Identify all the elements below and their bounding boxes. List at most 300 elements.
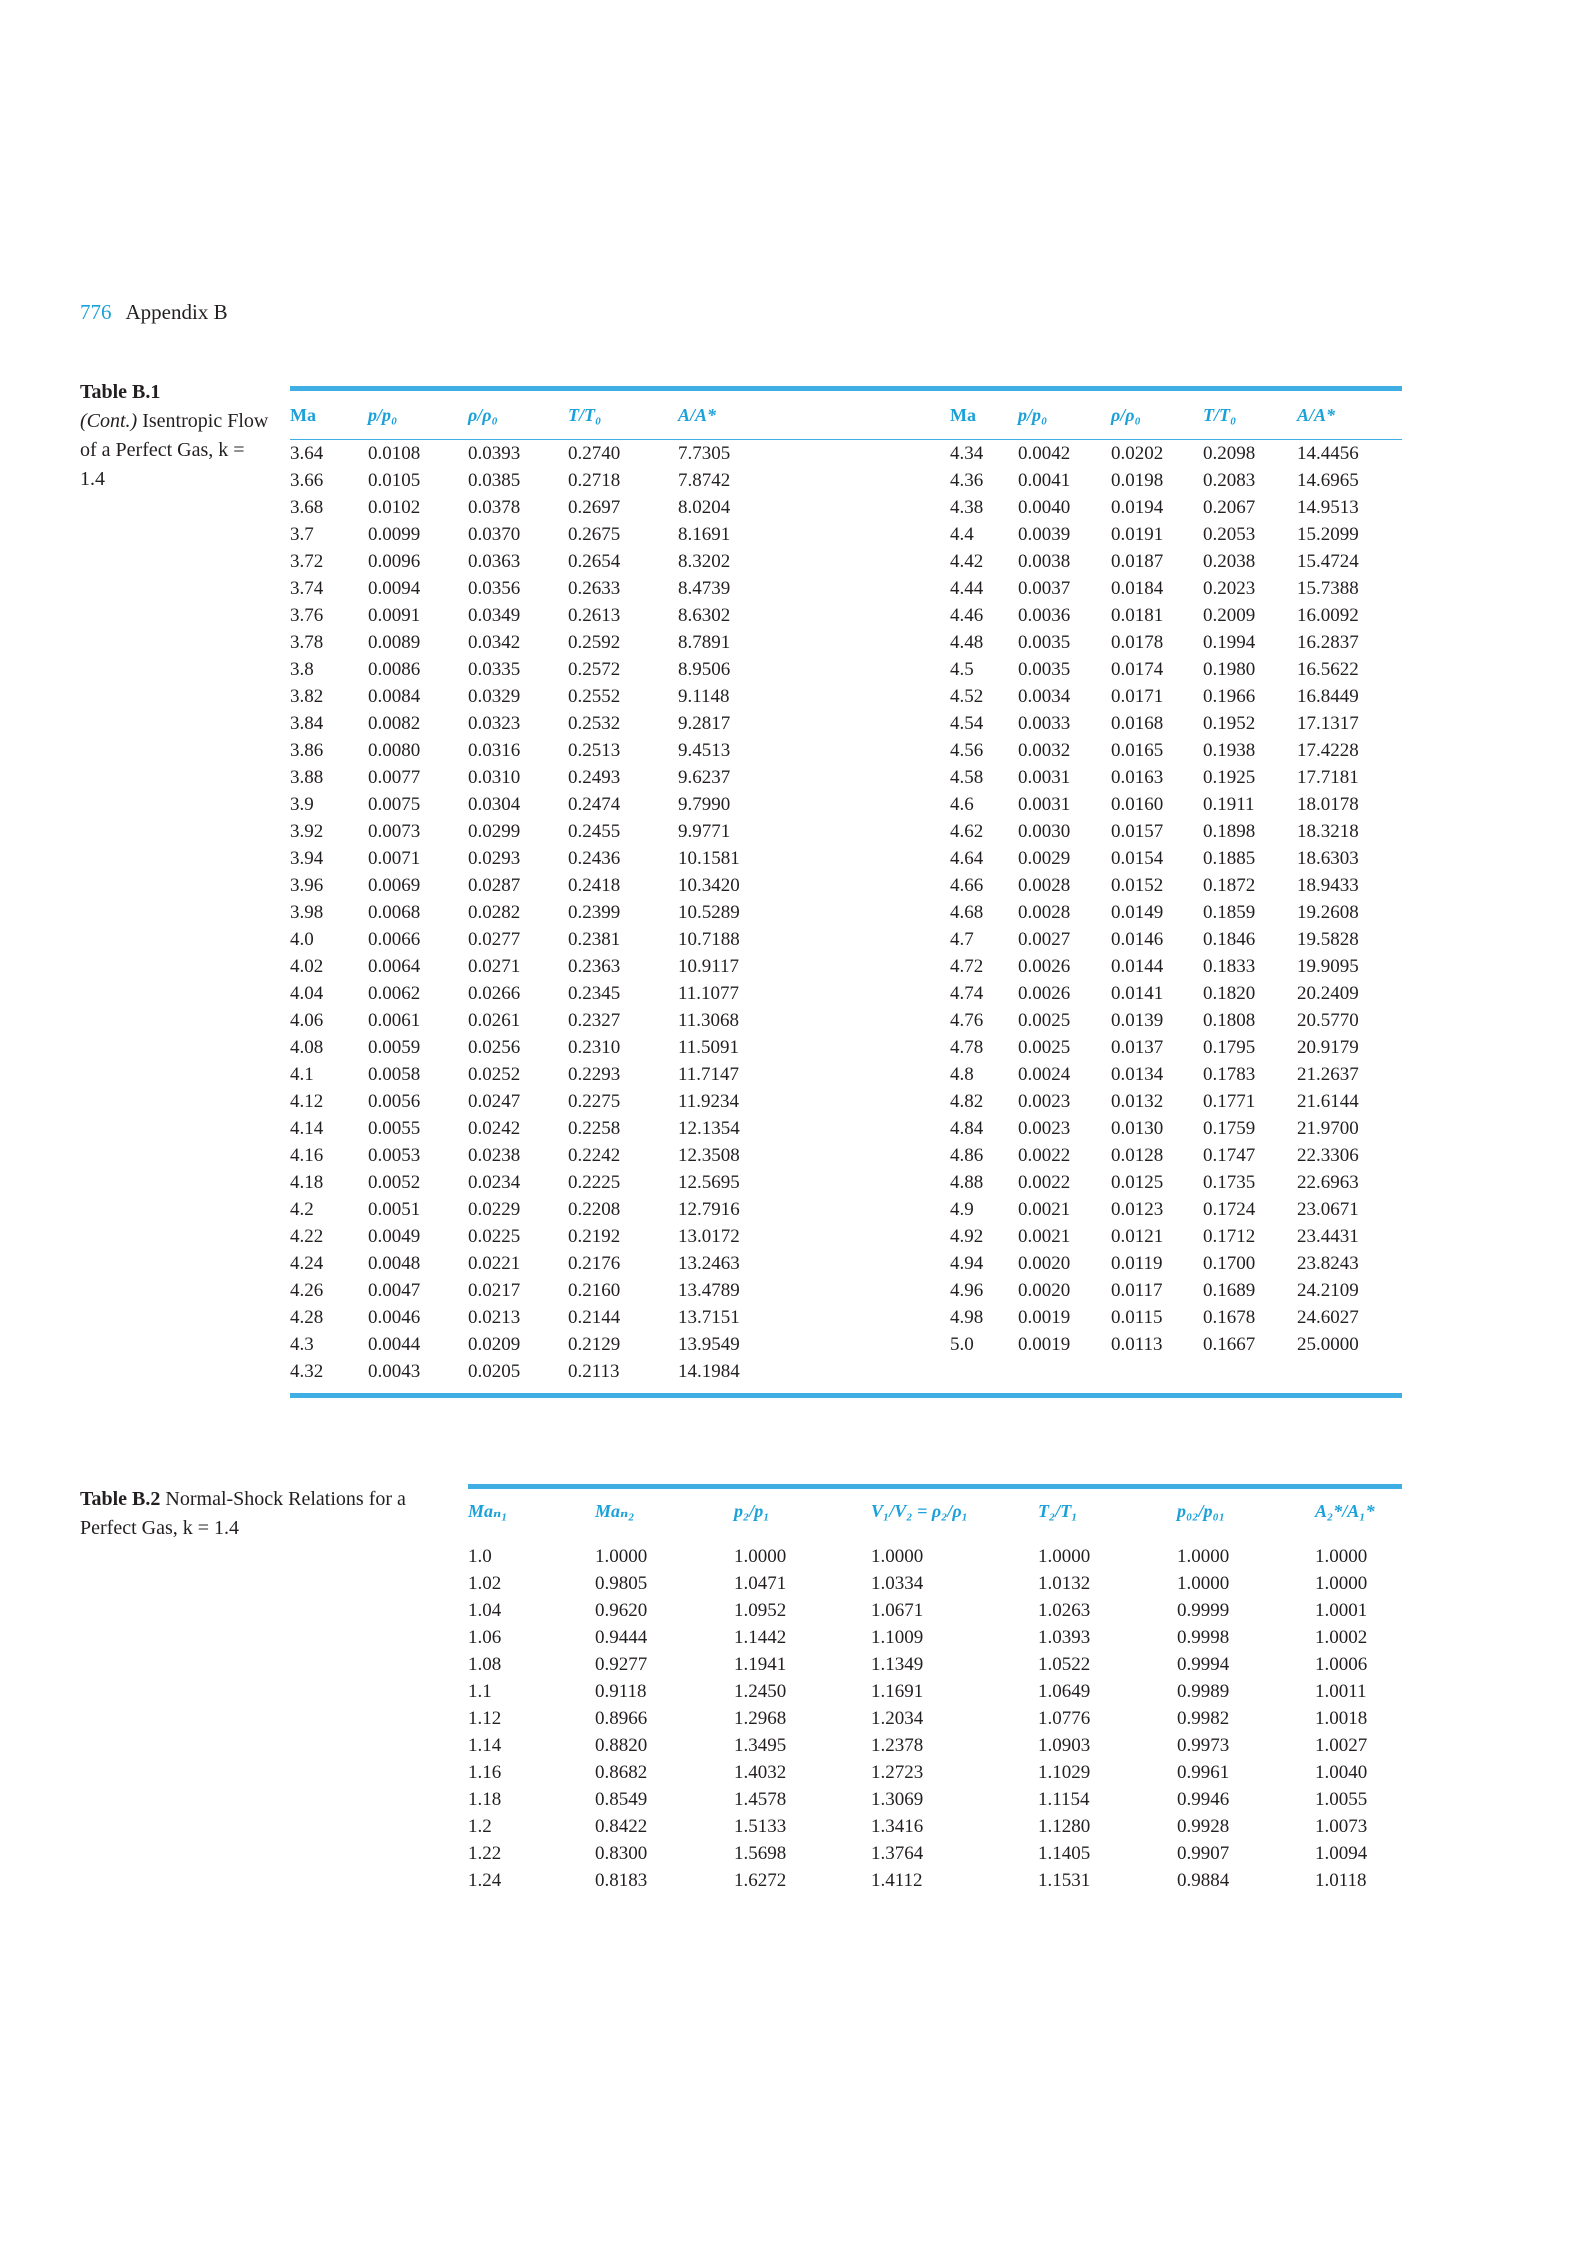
table-cell: 0.1820 (1203, 982, 1256, 1004)
table-row (290, 602, 950, 629)
table-cell: 1.3495 (734, 1734, 787, 1756)
table-cell: 10.7188 (678, 928, 740, 950)
table-cell: 4.54 (950, 712, 984, 734)
table-row (950, 548, 1402, 575)
column-header: T₂/T₁ (1038, 1487, 1177, 1534)
table-row (950, 1142, 1402, 1169)
table-cell: 8.4739 (678, 577, 731, 599)
table-cell: 0.2613 (568, 604, 621, 626)
table-cell: 0.0165 (1111, 739, 1164, 761)
table-row (950, 1061, 1402, 1088)
table-cell: 10.5289 (678, 901, 740, 923)
table-cell: 0.0032 (1018, 739, 1071, 761)
table-cell: 0.0019 (1018, 1306, 1071, 1328)
table-cell: 4.98 (950, 1306, 984, 1328)
table-row (950, 1169, 1402, 1196)
table-cell: 0.0266 (468, 982, 521, 1004)
table-cell: 0.0271 (468, 955, 521, 977)
table-row (468, 1651, 1402, 1678)
table-cell: 4.38 (950, 496, 984, 518)
table-cell: 0.1771 (1203, 1090, 1256, 1112)
table-cell: 1.0000 (595, 1545, 648, 1567)
table-cell: 12.5695 (678, 1171, 740, 1193)
table-cell: 0.0134 (1111, 1063, 1164, 1085)
table-cell: 1.0671 (871, 1599, 924, 1621)
table-row (950, 629, 1402, 656)
table-cell: 4.26 (290, 1279, 324, 1301)
table-cell: 1.4112 (871, 1869, 923, 1891)
column-header: ρ/ρ₀ (1111, 389, 1203, 440)
table-cell: 0.0356 (468, 577, 521, 599)
table-b1-bottom-rule (290, 1393, 1402, 1398)
table-cell: 1.1280 (1038, 1815, 1091, 1837)
table-cell: 0.0225 (468, 1225, 521, 1247)
table-cell: 4.76 (950, 1009, 984, 1031)
table-cell: 0.0062 (368, 982, 421, 1004)
table-cell: 16.8449 (1297, 685, 1359, 707)
table-row (950, 683, 1402, 710)
table-row (290, 899, 950, 926)
table-cell: 0.1712 (1203, 1225, 1256, 1247)
table-cell: 1.0055 (1315, 1788, 1368, 1810)
table-row (290, 845, 950, 872)
table-cell: 0.0141 (1111, 982, 1164, 1004)
table-cell: 4.96 (950, 1279, 984, 1301)
table-cell: 20.5770 (1297, 1009, 1359, 1031)
column-header: V₁/V₂ = ρ₂/ρ₁ (871, 1487, 1038, 1534)
table-row (950, 440, 1402, 468)
column-header: p₀₂/p₀₁ (1177, 1487, 1315, 1534)
table-row (950, 899, 1402, 926)
table-cell: 4.86 (950, 1144, 984, 1166)
table-cell: 1.2968 (734, 1707, 787, 1729)
table-cell: 0.0048 (368, 1252, 421, 1274)
table-cell: 1.2 (468, 1815, 492, 1837)
table-cell: 1.14 (468, 1734, 502, 1756)
table-cell: 0.0020 (1018, 1252, 1071, 1274)
table-cell: 0.2192 (568, 1225, 621, 1247)
table-cell: 1.3764 (871, 1842, 924, 1864)
table-cell: 0.0163 (1111, 766, 1164, 788)
table-cell: 0.0035 (1018, 631, 1071, 653)
table-cell: 0.0053 (368, 1144, 421, 1166)
table-cell: 1.0000 (1315, 1545, 1368, 1567)
table-cell: 0.1808 (1203, 1009, 1256, 1031)
table-cell: 0.0130 (1111, 1117, 1164, 1139)
table-cell: 0.1938 (1203, 739, 1256, 761)
table-row (468, 1732, 1402, 1759)
table-cell: 1.1 (468, 1680, 492, 1702)
table-row (290, 818, 950, 845)
table-cell: 0.0043 (368, 1360, 421, 1382)
table-cell: 17.7181 (1297, 766, 1359, 788)
table-cell: 18.0178 (1297, 793, 1359, 815)
table-cell: 16.5622 (1297, 658, 1359, 680)
table-cell: 10.3420 (678, 874, 740, 896)
table-row (468, 1867, 1402, 1894)
table-cell: 0.0022 (1018, 1171, 1071, 1193)
table-cell: 1.12 (468, 1707, 502, 1729)
table-cell: 0.0154 (1111, 847, 1164, 869)
table-row (290, 1034, 950, 1061)
column-header: p/p₀ (1018, 389, 1111, 440)
table-cell: 4.4 (950, 523, 974, 545)
table-cell: 0.2023 (1203, 577, 1256, 599)
table-cell: 0.0038 (1018, 550, 1071, 572)
table-cell: 0.0023 (1018, 1117, 1071, 1139)
table-cell: 3.92 (290, 820, 324, 842)
table-row (290, 1250, 950, 1277)
table-cell: 14.9513 (1297, 496, 1359, 518)
table-cell: 0.1952 (1203, 712, 1256, 734)
table-row (950, 872, 1402, 899)
table-cell: 0.0024 (1018, 1063, 1071, 1085)
table-row (290, 872, 950, 899)
table-cell: 0.0091 (368, 604, 421, 626)
table-row (950, 845, 1402, 872)
table-cell: 0.2697 (568, 496, 621, 518)
table-b1-caption (80, 378, 270, 494)
table-cell: 4.94 (950, 1252, 984, 1274)
table-cell: 24.6027 (1297, 1306, 1359, 1328)
table-cell: 4.2 (290, 1198, 314, 1220)
table-cell: 22.6963 (1297, 1171, 1359, 1193)
table-cell: 0.0349 (468, 604, 521, 626)
table-row (290, 1061, 950, 1088)
table-cell: 0.0242 (468, 1117, 521, 1139)
table-row (950, 656, 1402, 683)
table-cell: 0.0198 (1111, 469, 1164, 491)
table-cell: 0.0061 (368, 1009, 421, 1031)
table-row (290, 1331, 950, 1358)
table-cell: 3.86 (290, 739, 324, 761)
table-cell: 0.0073 (368, 820, 421, 842)
table-row (950, 764, 1402, 791)
table-row (950, 953, 1402, 980)
table-row (468, 1570, 1402, 1597)
table-cell: 0.2436 (568, 847, 621, 869)
table-cell: 0.8300 (595, 1842, 648, 1864)
table-cell: 5.0 (950, 1333, 974, 1355)
table-cell: 0.0293 (468, 847, 521, 869)
table-cell: 0.9982 (1177, 1707, 1230, 1729)
table-cell: 4.7 (950, 928, 974, 950)
column-header: Ma (950, 389, 1018, 440)
table-row (950, 1331, 1402, 1358)
table-row (290, 521, 950, 548)
table-cell: 21.9700 (1297, 1117, 1359, 1139)
table-cell: 1.2450 (734, 1680, 787, 1702)
table-cell: 18.9433 (1297, 874, 1359, 896)
table-cell: 0.0094 (368, 577, 421, 599)
table-cell: 3.82 (290, 685, 324, 707)
table-cell: 0.0056 (368, 1090, 421, 1112)
table-cell: 0.8966 (595, 1707, 648, 1729)
table-cell: 19.5828 (1297, 928, 1359, 950)
table-cell: 16.0092 (1297, 604, 1359, 626)
table-cell: 0.0031 (1018, 793, 1071, 815)
table-cell: 3.7 (290, 523, 314, 545)
table-cell: 0.2225 (568, 1171, 621, 1193)
table-cell: 4.84 (950, 1117, 984, 1139)
table-cell: 1.0649 (1038, 1680, 1091, 1702)
table-cell: 0.0080 (368, 739, 421, 761)
table-cell: 15.2099 (1297, 523, 1359, 545)
table-cell: 4.6 (950, 793, 974, 815)
table-cell: 0.0205 (468, 1360, 521, 1382)
table-row (950, 494, 1402, 521)
table-cell: 0.9973 (1177, 1734, 1230, 1756)
column-header: p₂/p₁ (734, 1487, 871, 1534)
table-row (290, 1115, 950, 1142)
table-row (290, 440, 950, 468)
table-cell: 4.08 (290, 1036, 324, 1058)
table-cell: 0.0149 (1111, 901, 1164, 923)
table-cell: 0.2455 (568, 820, 621, 842)
table-row (290, 1304, 950, 1331)
table-cell: 0.0144 (1111, 955, 1164, 977)
table-cell: 0.2208 (568, 1198, 621, 1220)
table-cell: 1.1442 (734, 1626, 787, 1648)
table-cell: 1.0263 (1038, 1599, 1091, 1621)
table-cell: 0.1783 (1203, 1063, 1256, 1085)
table-cell: 8.7891 (678, 631, 731, 653)
table-cell: 4.18 (290, 1171, 324, 1193)
table-cell: 0.0077 (368, 766, 421, 788)
table-cell: 0.0329 (468, 685, 521, 707)
table-cell: 0.0052 (368, 1171, 421, 1193)
column-header: T/T₀ (1203, 389, 1297, 440)
table-cell: 0.1925 (1203, 766, 1256, 788)
table-cell: 1.0000 (1177, 1545, 1230, 1567)
table-cell: 18.3218 (1297, 820, 1359, 842)
table-cell: 0.0191 (1111, 523, 1164, 545)
table-cell: 1.0 (468, 1545, 492, 1567)
table-cell: 0.1885 (1203, 847, 1256, 869)
table-cell: 15.7388 (1297, 577, 1359, 599)
table-cell: 0.1747 (1203, 1144, 1256, 1166)
table-cell: 0.0071 (368, 847, 421, 869)
table-cell: 0.2176 (568, 1252, 621, 1274)
table-cell: 0.1724 (1203, 1198, 1256, 1220)
table-cell: 0.0123 (1111, 1198, 1164, 1220)
table-cell: 4.64 (950, 847, 984, 869)
table-cell: 0.0113 (1111, 1333, 1163, 1355)
table-cell: 13.9549 (678, 1333, 740, 1355)
table-cell: 17.4228 (1297, 739, 1359, 761)
table-cell: 4.14 (290, 1117, 324, 1139)
column-header: T/T₀ (568, 389, 678, 440)
table-cell: 4.66 (950, 874, 984, 896)
table-cell: 1.2378 (871, 1734, 924, 1756)
table-cell: 0.0040 (1018, 496, 1071, 518)
table-row (950, 1250, 1402, 1277)
table-cell: 0.0132 (1111, 1090, 1164, 1112)
table-cell: 0.2327 (568, 1009, 621, 1031)
table-row (468, 1678, 1402, 1705)
table-cell: 0.0117 (1111, 1279, 1163, 1301)
table-cell: 1.0000 (1038, 1545, 1091, 1567)
table-cell: 0.2275 (568, 1090, 621, 1112)
table-cell: 1.1941 (734, 1653, 787, 1675)
table-cell: 1.16 (468, 1761, 502, 1783)
table-cell: 0.0160 (1111, 793, 1164, 815)
table-row (468, 1597, 1402, 1624)
table-cell: 0.0287 (468, 874, 521, 896)
table-cell: 0.0044 (368, 1333, 421, 1355)
table-cell: 0.0031 (1018, 766, 1071, 788)
table-cell: 1.0471 (734, 1572, 787, 1594)
table-cell: 1.1531 (1038, 1869, 1091, 1891)
table-cell: 0.8422 (595, 1815, 648, 1837)
table-cell: 4.56 (950, 739, 984, 761)
table-cell: 1.2034 (871, 1707, 924, 1729)
table-cell: 22.3306 (1297, 1144, 1359, 1166)
table-cell: 0.0277 (468, 928, 521, 950)
table-cell: 0.0069 (368, 874, 421, 896)
table-cell: 0.0316 (468, 739, 521, 761)
table-cell: 0.0086 (368, 658, 421, 680)
table-row (468, 1705, 1402, 1732)
table-cell: 14.6965 (1297, 469, 1359, 491)
table-row (290, 1088, 950, 1115)
table-cell: 0.0121 (1111, 1225, 1164, 1247)
table-cell: 0.0059 (368, 1036, 421, 1058)
table-cell: 0.0181 (1111, 604, 1164, 626)
table-cell: 0.0323 (468, 712, 521, 734)
table-cell: 4.42 (950, 550, 984, 572)
table-cell: 0.0261 (468, 1009, 521, 1031)
header-row (290, 389, 950, 440)
column-header: ρ/ρ₀ (468, 389, 568, 440)
table-cell: 0.0209 (468, 1333, 521, 1355)
table-cell: 1.0393 (1038, 1626, 1091, 1648)
table-cell: 1.0018 (1315, 1707, 1368, 1729)
table-cell: 1.0952 (734, 1599, 787, 1621)
table-cell: 1.08 (468, 1653, 502, 1675)
table-row (950, 1304, 1402, 1331)
table-row (290, 1277, 950, 1304)
table-cell: 0.0049 (368, 1225, 421, 1247)
table-row (290, 467, 950, 494)
table-cell: 0.1966 (1203, 685, 1256, 707)
table-cell: 0.2718 (568, 469, 621, 491)
table-row (950, 575, 1402, 602)
table-cell: 4.72 (950, 955, 984, 977)
table-cell: 4.88 (950, 1171, 984, 1193)
table-cell: 0.9928 (1177, 1815, 1230, 1837)
table-cell: 0.0033 (1018, 712, 1071, 734)
table-cell: 0.0108 (368, 442, 421, 464)
table-row (290, 1223, 950, 1250)
table-cell: 0.0304 (468, 793, 521, 815)
table-cell: 1.0000 (1177, 1572, 1230, 1594)
table-cell: 0.2654 (568, 550, 621, 572)
table-cell: 1.0522 (1038, 1653, 1091, 1675)
table-cell: 12.3508 (678, 1144, 740, 1166)
table-cell: 0.0042 (1018, 442, 1071, 464)
table-row (950, 1277, 1402, 1304)
table-cell: 4.48 (950, 631, 984, 653)
table-cell: 1.0776 (1038, 1707, 1091, 1729)
table-cell: 0.0342 (468, 631, 521, 653)
table-cell: 0.1872 (1203, 874, 1256, 896)
column-header: Ma (290, 389, 368, 440)
table-cell: 1.4032 (734, 1761, 787, 1783)
table-row (290, 683, 950, 710)
header-row (950, 389, 1402, 440)
table-cell: 0.2113 (568, 1360, 620, 1382)
table-cell: 4.8 (950, 1063, 974, 1085)
table-cell: 1.5133 (734, 1815, 787, 1837)
table-cell: 0.2310 (568, 1036, 621, 1058)
table-cell: 1.0903 (1038, 1734, 1091, 1756)
table-cell: 4.34 (950, 442, 984, 464)
table-cell: 0.0025 (1018, 1009, 1071, 1031)
table-cell: 4.24 (290, 1252, 324, 1274)
table-cell: 0.0039 (1018, 523, 1071, 545)
table-cell: 0.0028 (1018, 874, 1071, 896)
table-cell: 4.06 (290, 1009, 324, 1031)
table-cell: 1.0000 (1315, 1572, 1368, 1594)
table-cell: 0.0028 (1018, 901, 1071, 923)
table-row (468, 1624, 1402, 1651)
table-cell: 0.0058 (368, 1063, 421, 1085)
table-cell: 9.6237 (678, 766, 731, 788)
table-cell: 3.88 (290, 766, 324, 788)
table-cell: 0.0096 (368, 550, 421, 572)
table-row (290, 1007, 950, 1034)
table-cell: 1.0011 (1315, 1680, 1367, 1702)
table-cell: 8.1691 (678, 523, 731, 545)
table-cell: 11.9234 (678, 1090, 740, 1112)
table-cell: 1.2723 (871, 1761, 924, 1783)
table-cell: 0.9999 (1177, 1599, 1230, 1621)
table-cell: 0.1795 (1203, 1036, 1256, 1058)
table-cell: 0.0299 (468, 820, 521, 842)
table-row (468, 1813, 1402, 1840)
table-cell: 1.0002 (1315, 1626, 1368, 1648)
table-cell: 1.0334 (871, 1572, 924, 1594)
table-cell: 9.4513 (678, 739, 731, 761)
table-cell: 1.06 (468, 1626, 502, 1648)
table-cell: 0.0035 (1018, 658, 1071, 680)
table-cell: 10.1581 (678, 847, 740, 869)
table-cell: 4.12 (290, 1090, 324, 1112)
table-cell: 0.0187 (1111, 550, 1164, 572)
table-b2-label: Table B.2 (80, 1488, 161, 1510)
table-cell: 0.2242 (568, 1144, 621, 1166)
table-cell: 1.0006 (1315, 1653, 1368, 1675)
table-cell: 3.96 (290, 874, 324, 896)
table-cell: 0.1994 (1203, 631, 1256, 653)
table-cell: 0.0385 (468, 469, 521, 491)
table-cell: 0.0046 (368, 1306, 421, 1328)
table-cell: 11.7147 (678, 1063, 740, 1085)
table-cell: 0.1911 (1203, 793, 1255, 815)
table-cell: 3.78 (290, 631, 324, 653)
table-cell: 0.0393 (468, 442, 521, 464)
table-cell: 12.1354 (678, 1117, 740, 1139)
table-cell: 3.98 (290, 901, 324, 923)
table-cell: 13.4789 (678, 1279, 740, 1301)
table-cell: 0.2474 (568, 793, 621, 815)
table-cell: 0.9989 (1177, 1680, 1230, 1702)
table-cell: 18.6303 (1297, 847, 1359, 869)
table-cell: 4.04 (290, 982, 324, 1004)
table-row (950, 1223, 1402, 1250)
table-cell: 0.0125 (1111, 1171, 1164, 1193)
